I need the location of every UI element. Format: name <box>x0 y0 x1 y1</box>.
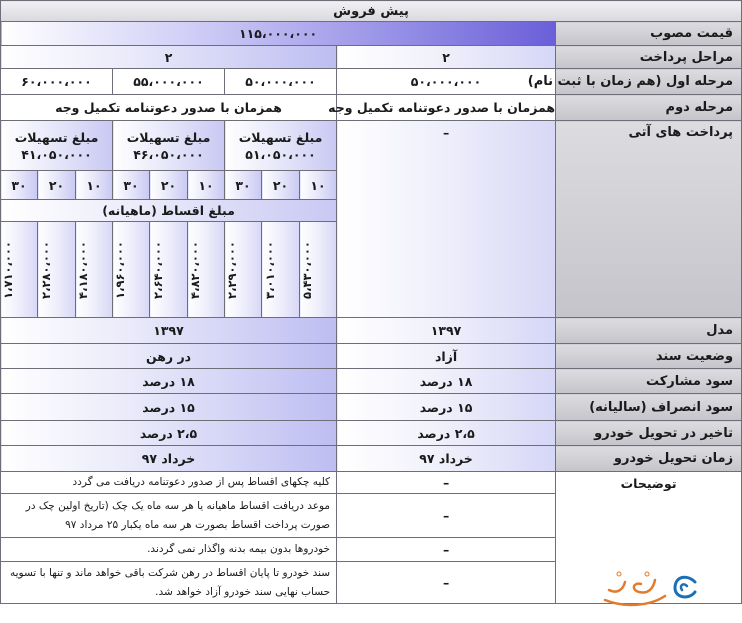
first-payment-a: ۵۰،۰۰۰،۰۰۰ <box>337 69 556 95</box>
label-first-stage: مرحله اول (هم زمان با ثبت نام) <box>556 69 742 95</box>
term-cell: ۳۰ <box>113 171 150 200</box>
installment-amount: ۵،۴۳۰،۰۰۰ <box>300 241 315 299</box>
label-participation-profit: سود مشارکت <box>556 369 742 394</box>
document-status-a: آزاد <box>337 344 556 369</box>
cancel-profit-b: ۱۵ درصد <box>1 394 337 421</box>
document-status-b: در رهن <box>1 344 337 369</box>
future-a: – <box>337 121 556 318</box>
installment-amount: ۱،۷۱۰،۰۰۰ <box>1 241 16 299</box>
stages-a: ۲ <box>337 46 556 69</box>
note-b-1: کلیه چکهای اقساط پس از صدور دعوتنامه دریافت می گردد <box>1 472 337 494</box>
label-second-stage: مرحله دوم <box>556 95 742 121</box>
installment-amount: ۲،۲۹۰،۰۰۰ <box>225 241 240 299</box>
label-delay: تاخیر در تحویل خودرو <box>556 421 742 446</box>
second-stage-b: همزمان با صدور دعوتنامه تکمیل وجه <box>1 95 337 121</box>
participation-profit-b: ۱۸ درصد <box>1 369 337 394</box>
label-document-status: وضعیت سند <box>556 344 742 369</box>
loan-cell-1 <box>225 121 337 171</box>
label-future-payments: پرداخت های آتی <box>556 121 742 318</box>
term-cell: ۱۰ <box>188 171 225 200</box>
page-title: پیش فروش <box>1 1 742 22</box>
cancel-profit-a: ۱۵ درصد <box>337 394 556 421</box>
loan-cell-2 <box>113 121 225 171</box>
first-payment-b1: ۵۰،۰۰۰،۰۰۰ <box>225 69 337 95</box>
note-a-4: – <box>337 562 556 604</box>
term-cell: ۳۰ <box>225 171 262 200</box>
installment-amount: ۴،۸۲۰،۰۰۰ <box>188 241 203 299</box>
term-cell: ۲۰ <box>262 171 300 200</box>
note-b-4: سند خودرو تا پایان اقساط در رهن شرکت باقی خواهد ماند و تنها با تسویه حساب نهایی سند خودرو آزاد خواهد شد. <box>1 562 337 604</box>
installment-amount: ۲،۲۸۰،۰۰۰ <box>39 241 54 299</box>
approved-price: ۱۱۵،۰۰۰،۰۰۰ <box>1 22 556 46</box>
stages-b: ۲ <box>1 46 337 69</box>
installment-amount: ۲،۶۴۰،۰۰۰ <box>151 241 166 299</box>
note-a-2: – <box>337 494 556 538</box>
loan-label: مبلغ تسهیلات <box>14 129 99 145</box>
term-cell: ۱۰ <box>300 171 337 200</box>
loan-cell-3 <box>1 121 113 171</box>
watermark-logo-icon <box>595 560 715 620</box>
delay-b: ۲،۵ درصد <box>1 421 337 446</box>
label-payment-stages: مراحل پرداخت <box>556 46 742 69</box>
label-notes: توضیحات <box>556 472 742 604</box>
model-a: ۱۳۹۷ <box>337 318 556 344</box>
second-stage-a: همزمان با صدور دعوتنامه تکمیل وجه <box>337 95 556 121</box>
note-a-3: – <box>337 538 556 562</box>
loan-amount: ۴۱،۰۵۰،۰۰۰ <box>21 146 92 162</box>
participation-profit-a: ۱۸ درصد <box>337 369 556 394</box>
delay-a: ۲،۵ درصد <box>337 421 556 446</box>
note-b-2: موعد دریافت اقساط ماهیانه یا هر سه ماه یک چک (تاریخ اولین چک در صورت پرداخت اقساط بصورت هر سه ماه یکبار ۲۵ مرداد ۹۷ <box>1 494 337 538</box>
note-b-3: خودروها بدون بیمه بدنه واگذار نمی گردند. <box>1 538 337 562</box>
loan-label: مبلغ تسهیلات <box>238 129 323 145</box>
installment-amount: ۱،۹۶۰،۰۰۰ <box>113 241 128 299</box>
label-approved-price: قیمت مصوب <box>556 22 742 46</box>
term-cell: ۲۰ <box>38 171 76 200</box>
installment-amount: ۴،۱۸۰،۰۰۰ <box>76 241 91 299</box>
first-payment-b2: ۵۵،۰۰۰،۰۰۰ <box>113 69 225 95</box>
note-a-1: – <box>337 472 556 494</box>
installment-label: مبلغ اقساط (ماهیانه) <box>1 200 337 222</box>
term-cell: ۳۰ <box>1 171 38 200</box>
delivery-time-b: خرداد ۹۷ <box>1 446 337 472</box>
loan-amount: ۴۶،۰۵۰،۰۰۰ <box>133 146 204 162</box>
loan-label: مبلغ تسهیلات <box>126 129 211 145</box>
first-payment-b3: ۶۰،۰۰۰،۰۰۰ <box>1 69 113 95</box>
label-model: مدل <box>556 318 742 344</box>
model-b: ۱۳۹۷ <box>1 318 337 344</box>
label-cancel-profit: سود انصراف (سالیانه) <box>556 394 742 421</box>
installment-cell <box>300 222 337 318</box>
delivery-time-a: خرداد ۹۷ <box>337 446 556 472</box>
loan-amount: ۵۱،۰۵۰،۰۰۰ <box>245 146 316 162</box>
term-cell: ۱۰ <box>76 171 113 200</box>
installment-amount: ۳،۰۱۰،۰۰۰ <box>263 241 278 299</box>
term-cell: ۲۰ <box>150 171 188 200</box>
label-delivery-time: زمان تحویل خودرو <box>556 446 742 472</box>
